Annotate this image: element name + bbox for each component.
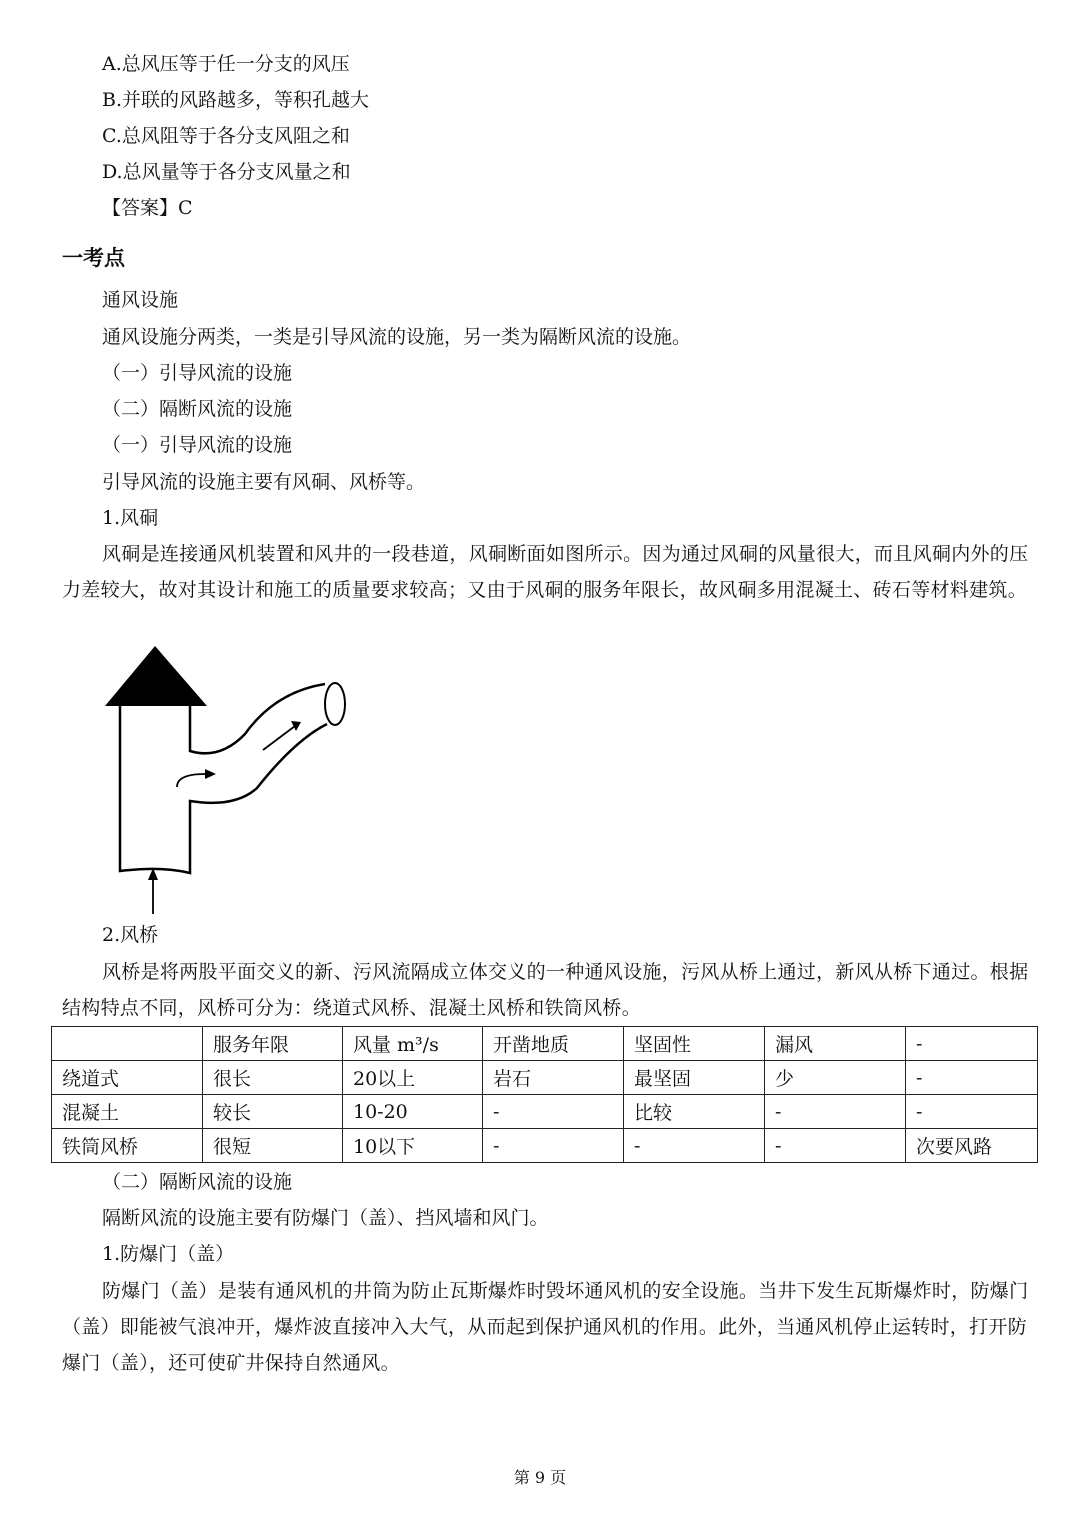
item-title-blast-door: 1.防爆门（盖） bbox=[102, 1243, 235, 1265]
drift-opening bbox=[325, 683, 345, 725]
paragraph-blast-door: 防爆门（盖）是装有通风机的井筒为防止瓦斯爆炸时毁坏通风机的安全设施。当井下发生瓦斯爆炸时，防爆门（盖）即能被气浪冲开，爆炸波直接冲入大气，从而起到保护通风机的作用。此外，当通风机停止运转时，打开防爆门（盖），还可使矿井保持自然通风。 bbox=[62, 1280, 1029, 1374]
option-c: C.总风阻等于各分支风阻之和 bbox=[102, 125, 350, 147]
table-cell: 次要风路 bbox=[906, 1129, 1038, 1163]
table-cell: 比较 bbox=[624, 1095, 765, 1129]
table-cell: - bbox=[906, 1095, 1038, 1129]
table-cell: 风量 m³/s bbox=[343, 1027, 483, 1061]
option-b: B.并联的风路越多，等积孔越大 bbox=[102, 89, 370, 111]
table-cell bbox=[52, 1027, 203, 1061]
table-cell: - bbox=[483, 1129, 624, 1163]
table-cell: - bbox=[624, 1129, 765, 1163]
option-a: A.总风压等于任一分支的风压 bbox=[102, 53, 350, 75]
paragraph-fengqiao: 风桥是将两股平面交义的新、污风流隔成立体交义的一种通风设施，污风从桥上通过，新风从桥下通过。根据结构特点不同，风桥可分为：绕道式风桥、混凝土风桥和铁筒风桥。 bbox=[62, 961, 1029, 1019]
flow-arrow-lower bbox=[177, 774, 205, 787]
bridge-comparison-table bbox=[51, 1026, 1038, 1163]
page-number: 第 9 页 bbox=[513, 1468, 567, 1487]
isolate-heading: （二）隔断风流的设施 bbox=[102, 1171, 293, 1193]
table-cell: - bbox=[906, 1027, 1038, 1061]
guide-heading: （一）引导风流的设施 bbox=[102, 434, 293, 456]
table-cell: 开凿地质 bbox=[483, 1027, 624, 1061]
table-cell: 混凝土 bbox=[52, 1095, 203, 1129]
table-cell: 很短 bbox=[203, 1129, 343, 1163]
table-cell: - bbox=[765, 1095, 906, 1129]
topic-title: 通风设施 bbox=[102, 289, 179, 311]
table-row bbox=[52, 1061, 1038, 1095]
arrow-head-lower bbox=[205, 769, 216, 779]
category-2: （二）隔断风流的设施 bbox=[102, 398, 293, 420]
table-cell: - bbox=[906, 1061, 1038, 1095]
isolate-intro: 隔断风流的设施主要有防爆门（盖）、挡风墙和风门。 bbox=[102, 1207, 549, 1229]
table-cell: 10-20 bbox=[343, 1095, 483, 1129]
table-cell: 10以下 bbox=[343, 1129, 483, 1163]
drift-outline-lower bbox=[120, 706, 327, 873]
category-1: （一）引导风流的设施 bbox=[102, 362, 293, 384]
answer: 【答案】C bbox=[102, 197, 193, 219]
flow-arrow-upper bbox=[263, 726, 295, 750]
table-cell: 较长 bbox=[203, 1095, 343, 1129]
item-title-fengdong: 1.风硐 bbox=[102, 507, 159, 529]
table-cell: 铁筒风桥 bbox=[52, 1129, 203, 1163]
fan-drift-diagram bbox=[95, 640, 355, 920]
guide-intro: 引导风流的设施主要有风硐、风桥等。 bbox=[102, 471, 426, 493]
paragraph-fengdong: 风硐是连接通风机装置和风井的一段巷道，风硐断面如图所示。因为通过风硐的风量很大，而且风硐内外的压力差较大，故对其设计和施工的质量要求较高；又由于风硐的服务年限长，故风硐多用混凝土、砖石等材料建筑。 bbox=[62, 543, 1029, 601]
triangle-cap-shape bbox=[105, 646, 207, 706]
table-cell: 坚固性 bbox=[624, 1027, 765, 1061]
option-d: D.总风量等于各分支风量之和 bbox=[102, 161, 351, 183]
table-cell: - bbox=[483, 1095, 624, 1129]
table-cell: 服务年限 bbox=[203, 1027, 343, 1061]
table-cell: 20以上 bbox=[343, 1061, 483, 1095]
table-row bbox=[52, 1129, 1038, 1163]
topic-intro: 通风设施分两类，一类是引导风流的设施，另一类为隔断风流的设施。 bbox=[102, 326, 692, 348]
table-cell: 很长 bbox=[203, 1061, 343, 1095]
table-cell: 绕道式 bbox=[52, 1061, 203, 1095]
table-cell: 岩石 bbox=[483, 1061, 624, 1095]
table-cell: 少 bbox=[765, 1061, 906, 1095]
table-cell: 最坚固 bbox=[624, 1061, 765, 1095]
table-cell: - bbox=[765, 1129, 906, 1163]
table-row bbox=[52, 1095, 1038, 1129]
table-row bbox=[52, 1027, 1038, 1061]
item-title-fengqiao: 2.风桥 bbox=[102, 924, 159, 946]
section-heading: 一考点 bbox=[62, 246, 125, 270]
arrow-head-upper bbox=[291, 721, 301, 731]
table-cell: 漏风 bbox=[765, 1027, 906, 1061]
drift-outline-upper bbox=[190, 684, 325, 753]
